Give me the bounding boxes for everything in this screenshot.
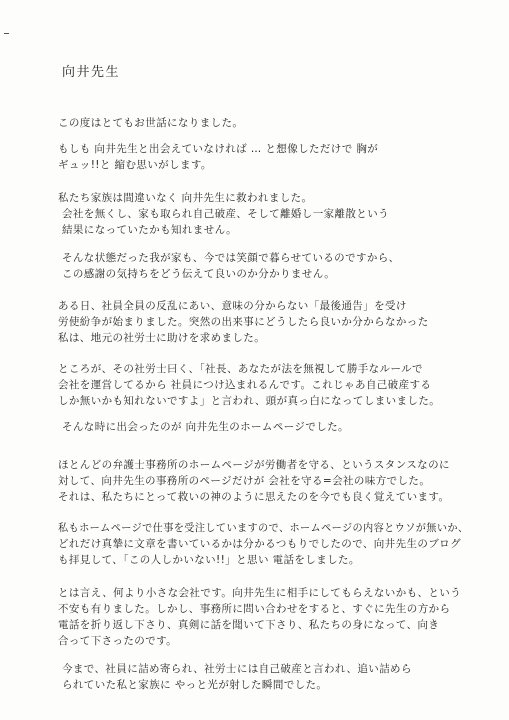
letter-line: しか無いかも知れないですよ」と言われ、頭が真っ白になってしまいました。: [58, 395, 441, 407]
corner-mark: [4, 33, 9, 34]
letter-line: どれだけ真摯に文章を書いているかは分かるつもりでしたので、向井先生のブログ: [58, 538, 461, 550]
letter-line: この感謝の気持ちをどう伝えて良いのか分かりません。: [62, 268, 336, 280]
letter-line: ところが、その社労士曰く、「社長、あなたが法を無視して勝手なルールで: [58, 363, 423, 375]
letter-line: とは言え、何より小さな会社です。向井先生に相手にしてもらえないかも、という: [58, 587, 462, 599]
letter-line: 不安も有りました。しかし、事務所に問い合わせをすると、すぐに先生の方から: [58, 603, 451, 615]
letter-line: そんな状態だった我が家も、今では笑顔で暮らせているのですから、: [62, 252, 400, 264]
letter-line: 結果になっていたかも知れません。: [62, 224, 238, 236]
letter-line: そんな時に出会ったのが 向井先生のホームページでした。: [62, 421, 349, 433]
letter-line: ギュッ!!と 縮む思いがします。: [58, 159, 212, 171]
letter-line: 私たち家族は間違いなく 向井先生に救われました。: [58, 192, 313, 204]
letter-line: もしも 向井先生と出会えていなければ … と想像しただけで 胸が: [58, 143, 379, 155]
letter-line: この度はとてもお世話になりました。: [58, 117, 244, 129]
letter-line: 私もホームページで仕事を受注していますので、ホームページの内容とウソが無いか、: [58, 522, 469, 534]
letter-line: 会社を無くし、家も取られ自己破産、そして離婚し一家離散という: [62, 208, 389, 220]
letter-line: られていた私と家族に やっと光が射した瞬間でした。: [62, 679, 328, 691]
letter-line: 合って下さったのです。: [58, 635, 178, 647]
letter-line: 今まで、社員に詰め寄られ、社労士には自己破産と言われ、追い詰めら: [62, 663, 412, 675]
letter-line: 電話を折り返し下さり、真剣に話を聞いて下さり、私たちの身になって、向き: [58, 619, 440, 631]
letter-line: 私は、地元の社労士に助けを求めました。: [58, 332, 266, 344]
letter-line: も拝見して、「この人しかいない!!」と思い 電話をしました。: [58, 554, 360, 566]
letter-line: 対して、向井先生の事務所のページだけが 会社を守る=会社の味方でした。: [58, 475, 431, 487]
letter-line: ある日、社員全員の反乱にあい、意味の分からない「最後通告」を受け: [58, 300, 407, 312]
letter-line: 会社を運営してるから 社員につけ込まれるんです。これじゃあ自己破産する: [58, 379, 432, 391]
letter-line: それは、私たちにとって救いの神のように思えたのを今でも良く覚えています。: [58, 491, 450, 503]
salutation: 向井先生: [62, 65, 121, 80]
letter-line: 労使紛争が始まりました。突然の出来事にどうしたら良いか分からなかった: [58, 316, 429, 328]
letter-line: ほとんどの弁護士事務所のホームページが労働者を守る、というスタンスなのに: [58, 459, 450, 471]
